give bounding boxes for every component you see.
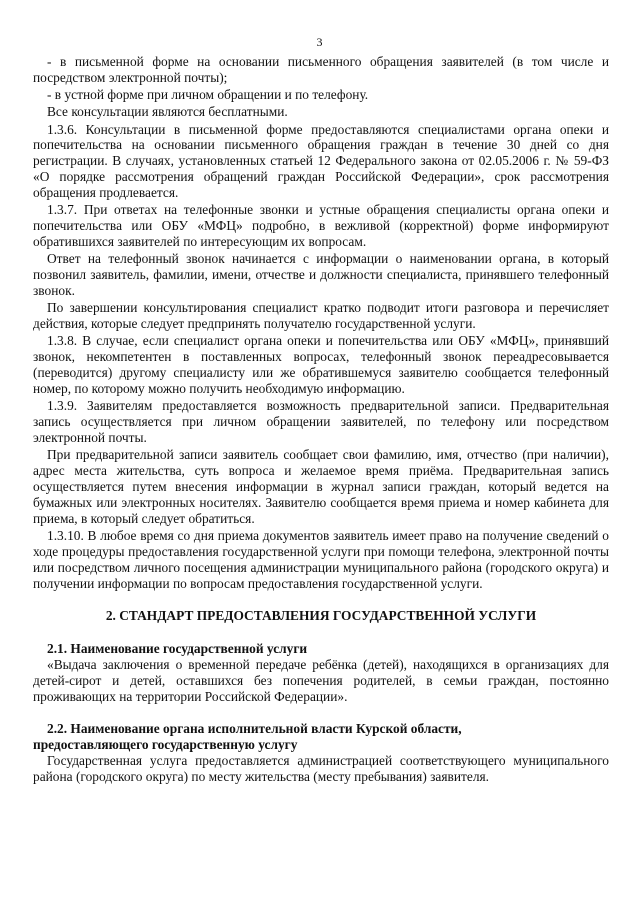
subsection-2-1-title: 2.1. Наименование государственной услуги [47,640,308,656]
subsection-2-1-text: «Выдача заключения о временной передаче ребёнка (детей), находящихся в организациях для детей-сирот и детей, оставшихся без попечения родителей, в семьи граждан, постоянно проживающих на территории Российской Федерации». [33,656,609,704]
paragraph-pre-registration: При предварительной записи заявитель сообщает свои фамилию, имя, отчество (при наличии), адрес места жительства, суть вопроса и желаемое время приёма. Предварительная запись осуществляется путем внесения информации в журнал записи граждан, который ведется на бумажных или электронных носителях. Заявителю сообщается время приема и номер кабинета для приема, в который следует обратиться. [33,447,609,527]
paragraph-1-3-10: 1.3.10. В любое время со дня приема документов заявитель имеет право на получение сведений о ходе процедуры предоставления государственной услуги при помощи телефона, электронной почты или посредством личного посещения администрации муниципального района (городского округа) и получении информации по вопросам предоставления государственной услуги. [33,528,609,591]
paragraph-1-3-8: 1.3.8. В случае, если специалист органа опеки и попечительства или ОБУ «МФЦ», принявший звонок, некомпетентен в поставленных вопросах, телефонный звонок переадресовывается (переводится) другому специалисту или же обратившемуся заявителю сообщается телефонный номер, по которому можно получить необходимую информацию. [33,333,609,397]
paragraph-1-3-6: 1.3.6. Консультации в письменной форме предоставляются специалистами органа опеки и попечительства на основании письменного обращения граждан в течение 30 дней со дня регистрации. В случаях, установленных статьей 12 Федерального закона от 02.05.2006 г. № 59-ФЗ «О порядке рассмотрения обращений граждан Российской Федерации», срок рассмотрения обращения продлевается. [33,121,609,201]
document-body [33,54,609,785]
paragraph-written-form: - в письменной форме на основании письменного обращения заявителей (в том числе и посредством электронной почты); [33,54,609,85]
paragraph-phone-answer: Ответ на телефонный звонок начинается с информации о наименовании органа, в который позвонил заявитель, фамилии, имени, отчестве и должности специалиста, принявшего телефонный звонок. [33,251,609,299]
page-number: 3 [316,35,323,49]
subsection-2-2-title-line2: предоставляющего государственную услугу [33,737,298,753]
paragraph-1-3-7: 1.3.7. При ответах на телефонные звонки и устные обращения специалисты органа опеки и попечительства или ОБУ «МФЦ» подробно, в вежливой (корректной) форме информируют обратившихся заявителей по интересующим их вопросам. [33,202,609,250]
paragraph-oral-form: - в устной форме при личном обращении и по телефону. [47,87,369,103]
subsection-2-2-title-line1: 2.2. Наименование органа исполнительной власти Курской области, [47,721,462,737]
paragraph-1-3-9: 1.3.9. Заявителям предоставляется возможность предварительной записи. Предварительная запись осуществляется при личном обращении заявителей, по телефону или посредством электронной почты. [33,398,609,446]
section-heading: 2. СТАНДАРТ ПРЕДОСТАВЛЕНИЯ ГОСУДАРСТВЕННОЙ УСЛУГИ [105,607,537,623]
subsection-2-2-text: Государственная услуга предоставляется администрацией соответствующего муниципального района (городского округа) по месту жительства (месту пребывания) заявителя. [33,753,609,785]
paragraph-consultation-end: По завершении консультирования специалист кратко подводит итоги разговора и перечисляет действия, которые следует предпринять получателю государственной услуги. [33,300,609,332]
paragraph-free-consultations: Все консультации являются бесплатными. [47,104,288,120]
